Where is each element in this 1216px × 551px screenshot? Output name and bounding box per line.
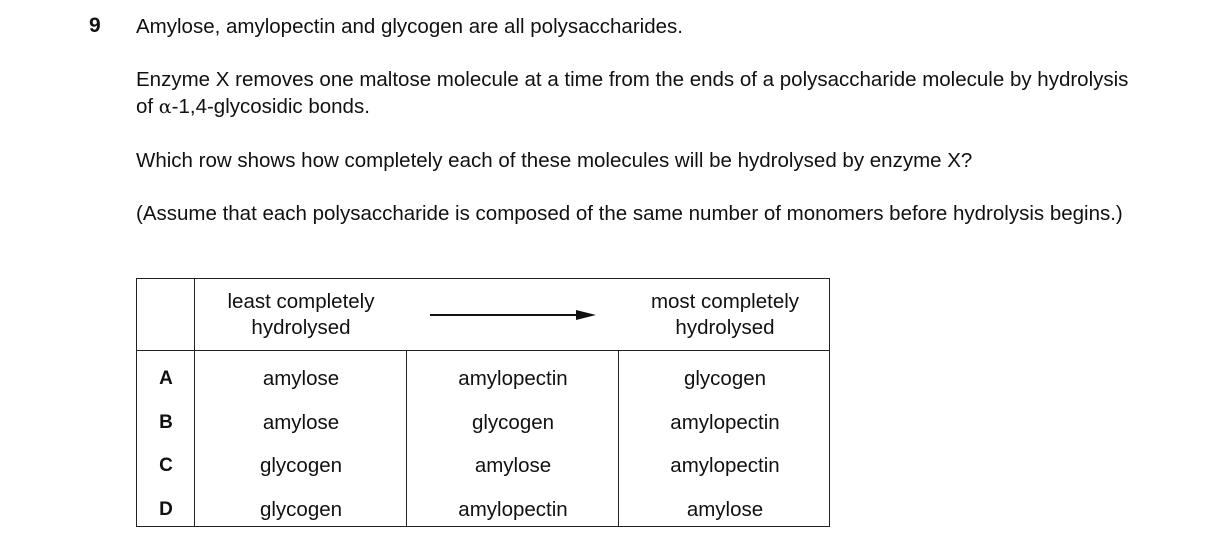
question-number: 9 [89, 14, 101, 37]
option-letter: B [159, 412, 173, 433]
cell-most: amylopectin [670, 411, 780, 434]
assumption-note: (Assume that each polysaccharide is composed of the same number of monomers before hydrolysis begins.) [136, 202, 1123, 225]
question-intro: Amylose, amylopectin and glycogen are all polysaccharides. [136, 15, 683, 38]
table-row [137, 408, 831, 438]
cell-middle: amylopectin [458, 498, 568, 521]
cell-most: glycogen [683, 367, 767, 390]
enzyme-description [136, 66, 1136, 121]
cell-middle: glycogen [471, 411, 555, 434]
arrow-right-icon [430, 307, 596, 323]
cell-most: amylopectin [670, 454, 780, 477]
cell-least: glycogen [259, 454, 343, 477]
enzyme-description-text-1: Enzyme X removes one maltose molecule at a time from the ends of a polysaccharide molecule by hydrolysis of [136, 68, 1129, 118]
cell-least: amylose [262, 411, 340, 434]
table-row [137, 364, 831, 394]
cell-most: amylose [686, 498, 764, 521]
table-row [137, 495, 831, 525]
header-least-completely: least completely hydrolysed [227, 290, 375, 339]
answer-table [136, 278, 830, 527]
alpha-symbol: α [158, 96, 172, 118]
cell-middle: amylopectin [458, 367, 568, 390]
cell-least: glycogen [259, 498, 343, 521]
table-header-divider [137, 350, 829, 351]
cell-least: amylose [262, 367, 340, 390]
option-letter: C [159, 455, 173, 476]
option-letter: D [159, 499, 173, 520]
enzyme-description-text-2: -1,4-glycosidic bonds. [171, 95, 370, 118]
option-letter: A [159, 368, 173, 389]
cell-middle: amylose [474, 454, 552, 477]
question-prompt: Which row shows how completely each of these molecules will be hydrolysed by enzyme X? [136, 149, 973, 172]
table-row [137, 451, 831, 481]
header-most-completely: most completely hydrolysed [650, 290, 800, 339]
